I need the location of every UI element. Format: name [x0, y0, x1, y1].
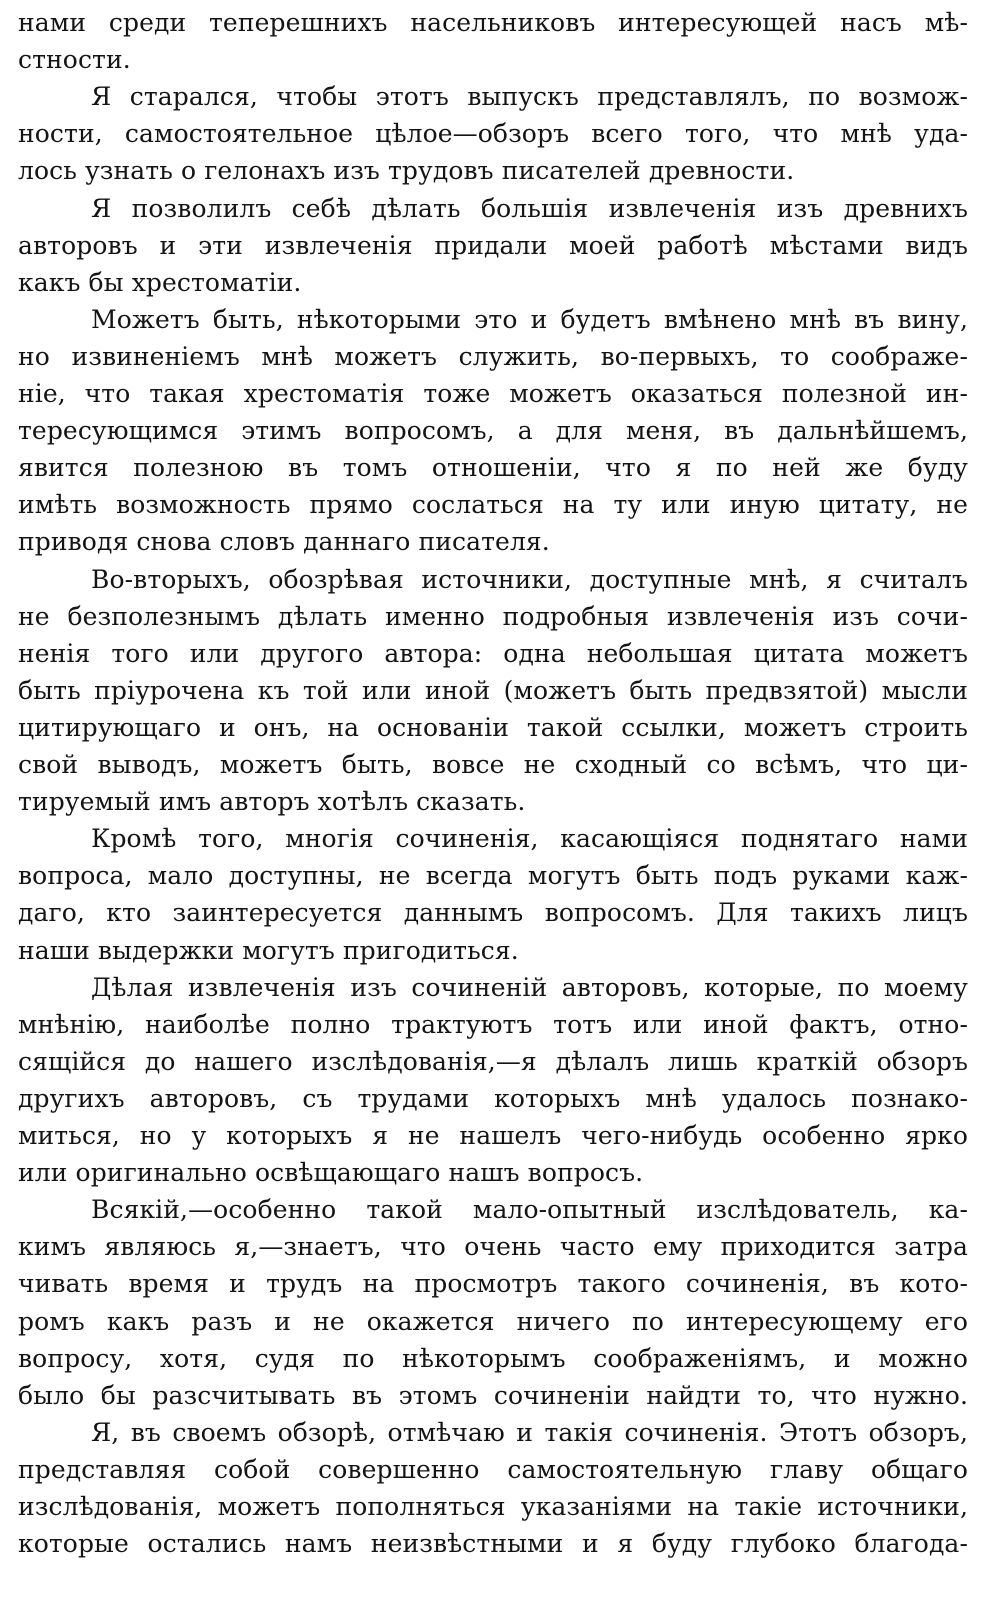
text-line: нами среди теперешнихъ насельниковъ интересующей насъ мѣ- — [18, 8, 968, 37]
text-line: явится полезною въ томъ отношеніи, что я по ней же буду — [18, 453, 968, 483]
text-line: другихъ авторовъ, съ трудами которыхъ мнѣ удалось познако- — [18, 1083, 968, 1113]
text-line: какъ бы хрестоматіи. — [18, 267, 302, 297]
text-line: лось узнать о гелонахъ изъ трудовъ писателей древности. — [18, 156, 795, 186]
text-line: но извиненіемъ мнѣ можетъ служить, во-первыхъ, то соображе- — [18, 341, 968, 371]
text-line: свой выводъ, можетъ быть, вовсе не сходный со всѣмъ, что ци- — [18, 750, 968, 779]
text-line: Можетъ быть, нѣкоторыми это и будетъ вмѣнено мнѣ въ вину, — [91, 304, 968, 334]
text-line: Я старался, чтобы этотъ выпускъ представлялъ, по возмож- — [91, 82, 968, 112]
text-line: авторовъ и эти извлеченія придали моей работѣ мѣстами видъ — [18, 230, 968, 260]
text-line: ности, самостоятельное цѣлое—обзоръ всего того, что мнѣ уда- — [18, 119, 968, 149]
text-line: Я, въ своемъ обзорѣ, отмѣчаю и такія сочиненія. Этотъ обзоръ, — [91, 1417, 968, 1447]
text-line: тересующимся этимъ вопросомъ, а для меня, въ дальнѣйшемъ, — [18, 416, 968, 446]
text-line: стности. — [18, 45, 131, 75]
text-line: сящійся до нашего изслѣдованія,—я дѣлалъ лишь краткій обзоръ — [18, 1046, 968, 1076]
document-page — [18, 0, 968, 1600]
text-line: тируемый имъ авторъ хотѣлъ сказать. — [18, 787, 526, 817]
text-line: Всякій,—особенно такой мало-опытный изслѣдователь, ка- — [91, 1195, 968, 1225]
text-line: чивать время и трудъ на просмотръ такого сочиненія, въ кото- — [18, 1269, 968, 1299]
text-line: Во-вторыхъ, обозрѣвая источники, доступные мнѣ, я считалъ — [91, 564, 968, 594]
text-line: было бы разсчитывать въ этомъ сочиненіи найдти то, что нужно. — [18, 1380, 968, 1410]
text-line: Я позволилъ себѣ дѣлать большія извлеченія изъ древнихъ — [91, 193, 968, 223]
text-line: вопроса, мало доступны, не всегда могутъ быть подъ руками каж- — [18, 861, 968, 891]
text-line: кимъ являюсь я,—знаетъ, что очень часто ему приходится затра — [18, 1232, 968, 1262]
text-line: изслѣдованія, можетъ пополняться указаніями на такіе источники, — [18, 1492, 968, 1521]
text-line: не безполезнымъ дѣлать именно подробныя извлеченія изъ сочи- — [18, 601, 968, 631]
text-line: или оригинально освѣщающаго нашъ вопросъ. — [18, 1158, 644, 1188]
text-line: имѣть возможность прямо сослаться на ту или иную цитату, не — [18, 490, 968, 520]
text-line: представляя собой совершенно самостоятельную главу общаго — [18, 1454, 968, 1484]
text-line: наши выдержки могутъ пригодиться. — [18, 935, 519, 965]
text-line: ненія того или другого автора: одна небольшая цитата можетъ — [18, 638, 968, 668]
text-line: мнѣнію, наиболѣе полно трактуютъ тотъ или иной фактъ, отно- — [18, 1009, 968, 1039]
text-line: цитирующаго и онъ, на основаніи такой ссылки, можетъ строить — [18, 712, 968, 742]
text-line: ромъ какъ разъ и не окажется ничего по интересующему его — [18, 1306, 968, 1336]
text-line: миться, но у которыхъ я не нашелъ чего-нибудь особенно ярко — [18, 1121, 968, 1150]
text-line: которые остались намъ неизвѣстными и я буду глубоко благода- — [18, 1529, 968, 1559]
text-line: даго, кто заинтересуется даннымъ вопросомъ. Для такихъ лицъ — [18, 898, 968, 928]
text-line: вопросу, хотя, судя по нѣкоторымъ соображеніямъ, и можно — [18, 1343, 968, 1373]
text-line: Кромѣ того, многія сочиненія, касающіяся поднятаго нами — [91, 824, 968, 854]
text-line: приводя снова словъ даннаго писателя. — [18, 527, 550, 557]
text-line: быть пріурочена къ той или иной (можетъ быть предвзятой) мысли — [18, 675, 968, 705]
text-line: ніе, что такая хрестоматія тоже можетъ оказаться полезной ин- — [18, 379, 968, 408]
text-line: Дѣлая извлеченія изъ сочиненій авторовъ, которые, по моему — [91, 972, 968, 1002]
